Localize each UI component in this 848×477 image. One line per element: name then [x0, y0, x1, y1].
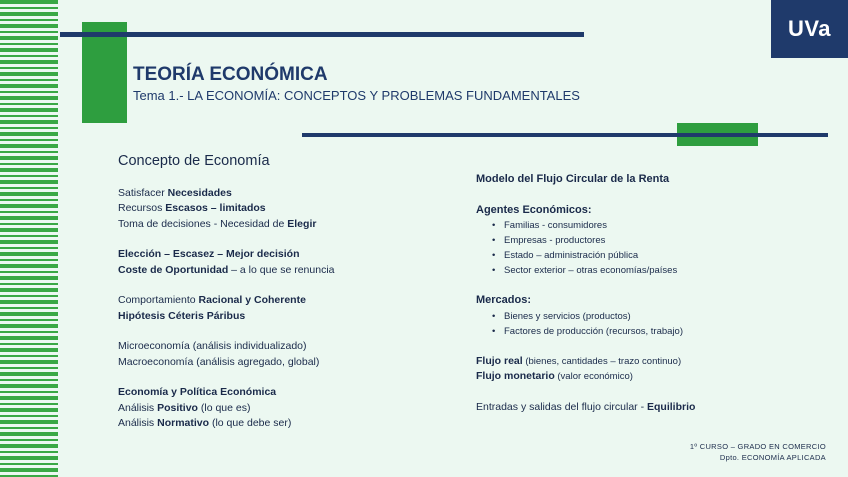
- text: (lo que debe ser): [209, 417, 292, 429]
- text-line: [476, 400, 826, 416]
- text: Recursos: [118, 202, 166, 214]
- text: – a lo que se renuncia: [228, 263, 335, 276]
- mid-divider: [302, 133, 828, 137]
- logo-text: UVa: [787, 16, 832, 41]
- agents-list: [476, 218, 826, 278]
- footer-course: 1º CURSO – GRADO EN COMERCIO: [689, 442, 826, 451]
- list-item: • Estado – administración pública: [504, 248, 826, 263]
- text-line: [118, 293, 448, 309]
- bold-text: Escasos – limitados: [165, 202, 266, 214]
- text-line: [118, 416, 448, 432]
- text: Análisis: [118, 417, 158, 429]
- right-column: [476, 172, 826, 415]
- bold-text: Economía y Política Económica: [118, 386, 277, 398]
- bold-text: Necesidades: [167, 186, 232, 199]
- bold-text: Hipótesis Céteris Páribus: [118, 309, 246, 322]
- bold-text: Positivo: [157, 401, 198, 414]
- list-item: • Familias - consumidores: [504, 218, 826, 233]
- footer-department: Dpto. ECONOMÍA APLICADA: [719, 453, 826, 462]
- text: Microeconomía: [118, 340, 190, 352]
- text: Análisis: [118, 401, 158, 414]
- text: (lo que es): [197, 401, 251, 414]
- bold-text: Elegir: [287, 217, 317, 230]
- text: (bienes, cantidades – trazo continuo): [522, 355, 682, 367]
- list-item: • Sector exterior – otras economías/países: [504, 263, 826, 278]
- text: (análisis individualizado): [189, 340, 307, 352]
- page-title: TEORÍA ECONÓMICA: [133, 64, 328, 85]
- bold-text: Equilibrio: [647, 400, 696, 413]
- text: Satisfacer: [118, 186, 168, 199]
- text: Comportamiento: [118, 294, 199, 306]
- list-item: • Factores de producción (recursos, trabajo): [504, 324, 826, 339]
- text-line: [118, 309, 448, 325]
- left-heading: Concepto de Economía: [118, 153, 270, 169]
- text-line: [118, 355, 448, 371]
- markets-list: [476, 309, 826, 339]
- text-line: [118, 201, 448, 217]
- right-heading: Modelo del Flujo Circular de la Renta: [476, 173, 670, 185]
- text: Entradas y salidas del flujo circular -: [476, 400, 647, 413]
- text-line: [118, 385, 448, 401]
- bold-text: Racional y Coherente: [198, 294, 306, 306]
- list-item: • Bienes y servicios (productos): [504, 309, 826, 324]
- left-column: [118, 154, 448, 432]
- footer: [690, 441, 826, 463]
- text-line: [118, 263, 448, 279]
- text-line: [476, 369, 826, 385]
- text: Toma de decisiones - Necesidad de: [118, 217, 288, 230]
- text: (valor económico): [554, 371, 633, 382]
- text-line: [118, 401, 448, 417]
- bold-text: Elección – Escasez – Mejor decisión: [118, 248, 300, 260]
- agents-heading: Agentes Económicos:: [476, 203, 592, 216]
- top-divider: [60, 32, 584, 37]
- decorative-stripes: [0, 0, 58, 477]
- text-line: [476, 354, 826, 370]
- bold-text: Coste de Oportunidad: [118, 263, 229, 276]
- bold-text: Flujo real: [476, 354, 523, 367]
- text-line: [118, 186, 448, 202]
- list-item: • Empresas - productores: [504, 233, 826, 248]
- text: (análisis agregado, global): [193, 355, 320, 368]
- bold-text: Flujo monetario: [476, 370, 555, 382]
- text: Macroeconomía: [118, 355, 194, 368]
- uva-logo: [771, 0, 848, 58]
- text-line: [118, 217, 448, 233]
- page-subtitle: Tema 1.- LA ECONOMÍA: CONCEPTOS Y PROBLEMAS FUNDAMENTALES: [133, 88, 580, 103]
- markets-heading: Mercados:: [476, 294, 532, 306]
- text-line: [118, 339, 448, 355]
- text-line: [118, 247, 448, 263]
- decorative-green-block: [82, 22, 127, 123]
- bold-text: Normativo: [157, 417, 210, 429]
